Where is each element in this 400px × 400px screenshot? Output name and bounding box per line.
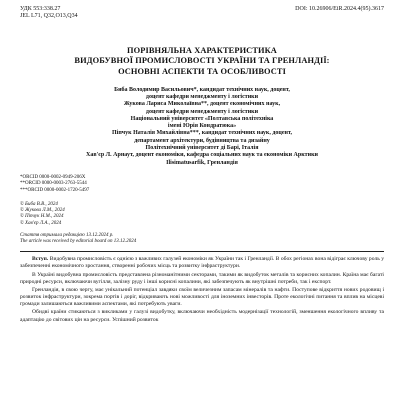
intro-label: Вступ. xyxy=(32,256,49,263)
author-line: Жукова Лариса Миколаївна**, доцент економічних наук, xyxy=(123,101,281,108)
article-title xyxy=(20,46,384,76)
orcid-line: *ORCID 0000-0002-0949-206X xyxy=(20,175,86,181)
received-block xyxy=(20,233,384,246)
classification-codes xyxy=(20,6,78,20)
body-paragraph: Обидві країни стикаються з викликами у галузі видобутку, включаючи необхідність модернізації технологій, зменшення екологічного впливу та адаптацію до світових цін на ресурси. Успішний розвиток xyxy=(20,309,384,323)
copyright-line: © Хав'єр Л.А., 2024 xyxy=(20,220,62,226)
body-paragraph: Гренландія, в свою чергу, має унікальний потенціал завдяки своїм величезним запасам мінералів та нафти. Поступове відкриття нових родовищ і розвиток інфраструктури, зокрема портів і доріг, відкривають нові можливості для іноземних інвесторів. Проте екологічні питання та вплив на місцеві громади залишаються важливими аспектами, які потребують уваги. xyxy=(20,286,384,308)
affiliation-line: Ilisimatusarfik, Гренландія xyxy=(166,159,238,166)
section-divider xyxy=(20,251,384,252)
body-paragraph: В Україні видобувна промисловість представлена різноманітними секторами, такими як видобуток металів та корисних копалин. Країна має багаті природні ресурси, включаючи вугілля, залізну руду і інші корисні копалини, які забезпечують як внутрішні потреби, так і експорт. xyxy=(20,271,384,285)
header-meta xyxy=(20,6,384,20)
affiliation-line: Національний університет «Полтавська політехніка xyxy=(130,115,274,122)
intro-text: Видобувна промисловість є однією з важливих галузей економіки як України так і Гренландії. В обох регіонах вона відіграє ключову роль у забезпеченні економічного зростання, створенні робочих місць та розвитку інфраструктури. xyxy=(20,256,384,270)
copyright-block xyxy=(20,202,384,227)
copyright-line: © Биба В.В., 2024 xyxy=(20,201,58,207)
authors-block xyxy=(20,87,384,167)
author-line: Хав'єр Л. Арнаут, доцент економіки, кафедра соціальних наук та економіки Арктики xyxy=(86,152,318,159)
author-line: доцент кафедри менеджменту і логістики xyxy=(145,108,259,115)
author-line: доцент кафедри менеджменту і логістики xyxy=(145,93,259,100)
received-line: The article was received by editorial board on 13.12.2024 xyxy=(20,239,137,245)
author-line: департамент архітектури, будівництва та дизайну xyxy=(134,137,270,144)
copyright-line: © Піпчук Н.М., 2024 xyxy=(20,214,64,220)
orcid-line: ***ORCID 0000-0002-1720-5497 xyxy=(20,187,90,193)
copyright-line: © Жукова Л.М., 2024 xyxy=(20,208,65,214)
intro-paragraph xyxy=(20,256,384,270)
title-line: ОСНОВНІ АСПЕКТИ ТА ОСОБЛИВОСТІ xyxy=(118,66,286,76)
received-line: Стаття отримала редакцією 13.12.2024 р. xyxy=(20,232,114,238)
title-line: ПОРІВНЯЛЬНА ХАРАКТЕРИСТИКА xyxy=(127,46,277,56)
affiliation-line: імені Юрія Кондратюка» xyxy=(167,123,237,130)
jel-code: JEL L71, Q32,O13,Q34 xyxy=(20,13,78,20)
orcid-line: **ORCID 0000-0003-2763-5544 xyxy=(20,181,87,187)
author-line: Піпчук Наталія Михайлівна***, кандидат технічних наук, доцент, xyxy=(112,130,292,137)
title-line: ВИДОБУВНОЇ ПРОМИСЛОВОСТІ УКРАЇНИ ТА ГРЕНЛАНДІЇ: xyxy=(74,56,330,66)
orcid-block xyxy=(20,175,384,194)
udc-code: УДК 553:338.27 xyxy=(20,6,61,12)
author-line: Биба Володимир Васильович*, кандидат технічних наук, доцент, xyxy=(114,86,290,93)
article-body xyxy=(20,256,384,323)
affiliation-line: Політехнічний університет ді Барі, Італія xyxy=(145,145,259,152)
doi: DOI: 10.26906/EiR.2024.4(95).3617 xyxy=(295,6,384,12)
